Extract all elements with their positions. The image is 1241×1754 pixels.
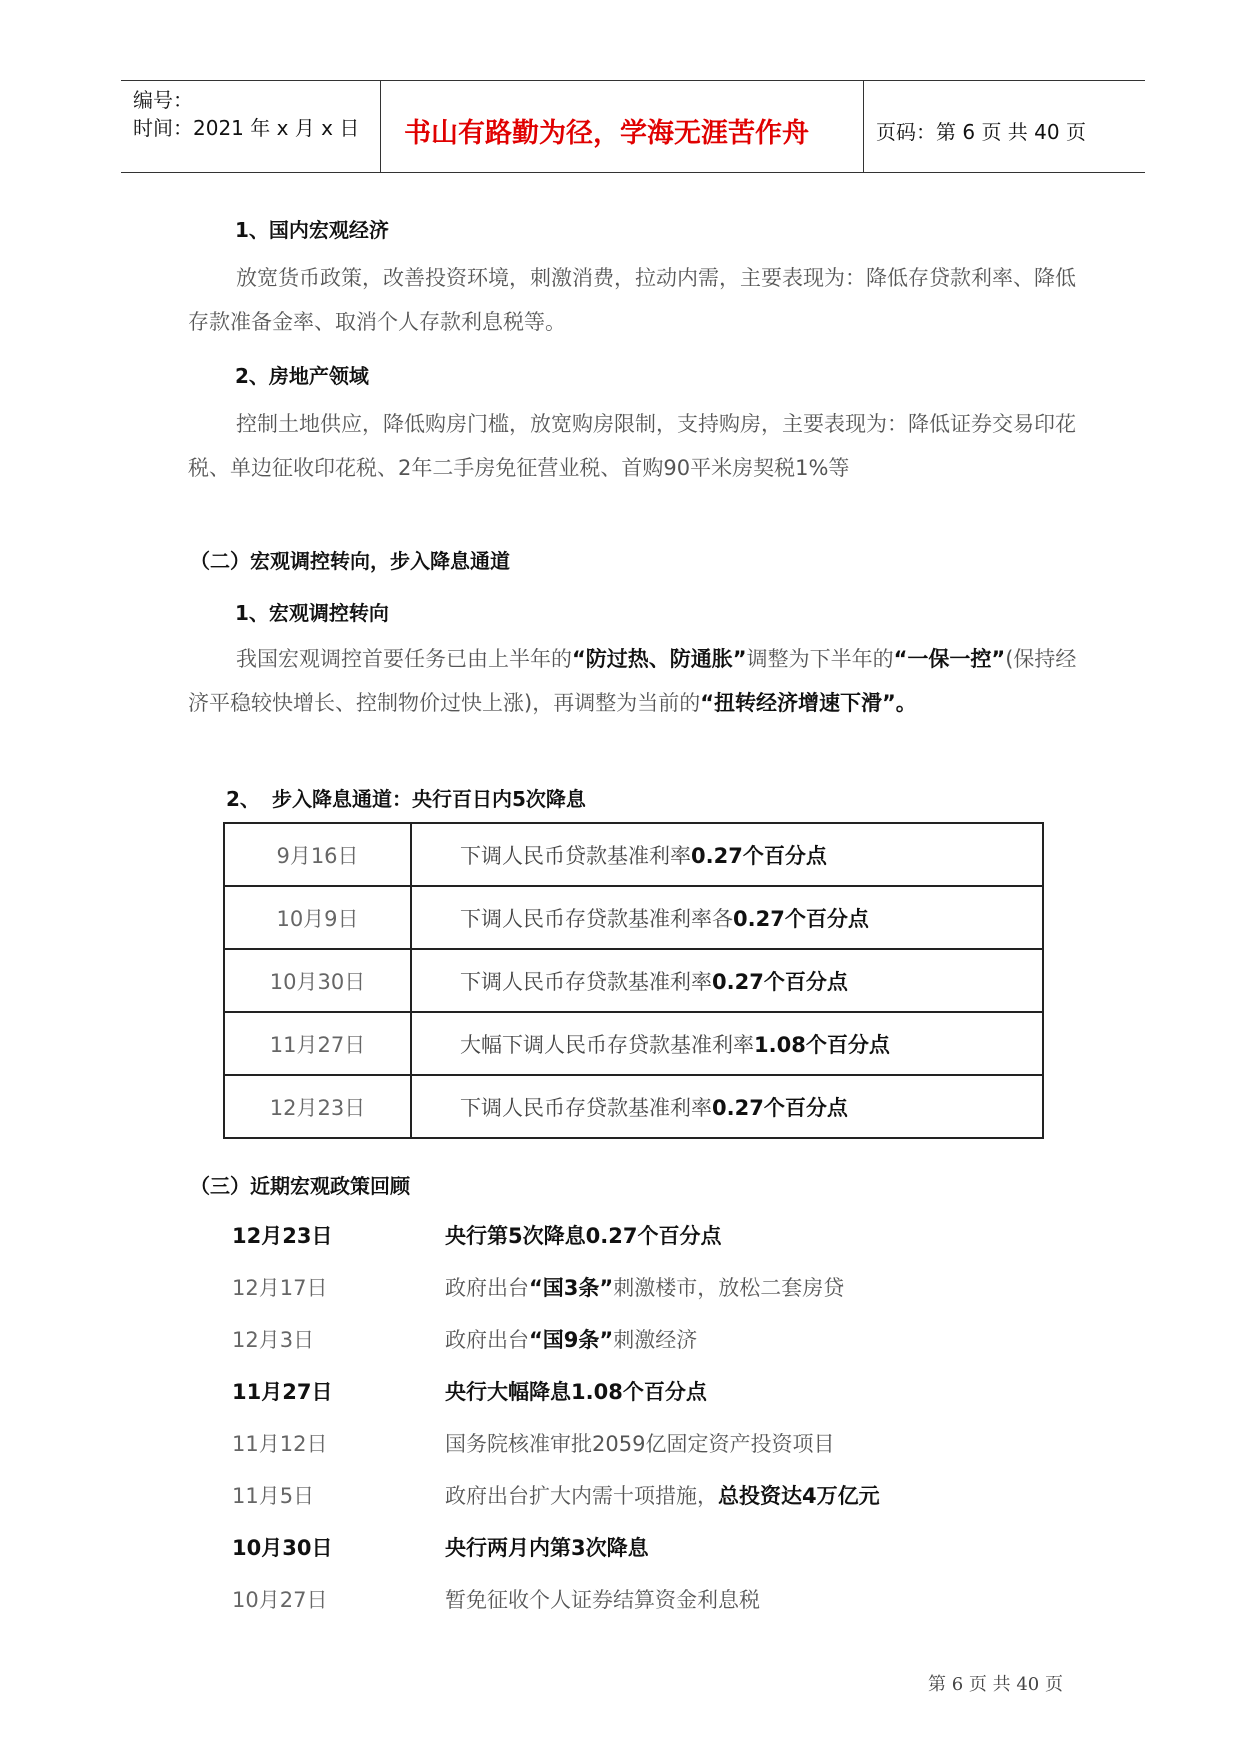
rate-date-cell: 10月9日: [224, 886, 411, 949]
time-label: 时间：2021 年 x 月 x 日: [133, 116, 360, 140]
review-text: 央行: [445, 1380, 487, 1404]
review-text: 刺激经济: [613, 1328, 698, 1352]
paragraph-text: (保持经济平稳较快增长、控制物价过快上涨)，再调整为当前的: [188, 647, 1077, 715]
rate-cut-table: [223, 822, 1044, 1139]
heading-macro-economy: 1、国内宏观经济: [235, 218, 389, 242]
header-divider: [380, 80, 381, 172]
emphasis-text: “防过热、防通胀”: [572, 647, 747, 671]
page-footer: 第 6 页 共 40 页: [928, 1674, 1063, 1695]
section-title-2: （二）宏观调控转向，步入降息通道: [190, 549, 510, 573]
heading-control-shift: 1、宏观调控转向: [235, 601, 389, 625]
review-date: 12月3日: [232, 1328, 315, 1352]
header-divider: [863, 80, 864, 172]
rate-amount: 0.27个百分点: [733, 906, 869, 931]
review-item: [445, 1532, 649, 1562]
review-item: [445, 1376, 707, 1406]
review-emphasis: 大幅降息: [487, 1380, 571, 1404]
review-item: [445, 1584, 760, 1614]
paragraph-text: 我国宏观调控首要任务已由上半年的: [236, 647, 572, 671]
table-row: [224, 1012, 1043, 1075]
review-text: 央行: [445, 1224, 487, 1248]
table-row: [224, 1075, 1043, 1138]
review-text: 政府出台: [445, 1276, 529, 1300]
table-row: [224, 949, 1043, 1012]
review-emphasis: 第5次降息: [487, 1224, 586, 1248]
review-emphasis: 1.08个百分点: [571, 1380, 707, 1404]
paragraph-text: 调整为下半年的: [746, 647, 894, 671]
table-row: [224, 886, 1043, 949]
emphasis-text: “扭转经济增速下滑”。: [700, 691, 917, 715]
rate-desc-cell: [411, 1012, 1043, 1075]
review-date: 11月5日: [232, 1484, 315, 1508]
rate-desc-text: 下调人民币存贷款基准利率: [460, 1095, 712, 1120]
heading-real-estate: 2、房地产领域: [235, 364, 369, 388]
rate-amount: 0.27个百分点: [691, 843, 827, 868]
review-date: 11月27日: [232, 1380, 333, 1404]
rate-date-cell: 9月16日: [224, 823, 411, 886]
rate-date-cell: 11月27日: [224, 1012, 411, 1075]
rate-amount: 1.08个百分点: [754, 1032, 890, 1057]
review-item: [445, 1480, 880, 1510]
paragraph-text: 放宽货币政策，改善投资环境，刺激消费，拉动内需，主要表现为：降低存贷款利率、降低存款准备金率、取消个人存款利息税等。: [188, 266, 1076, 334]
review-emphasis: 第3次降息: [550, 1536, 649, 1560]
rate-desc-text: 下调人民币存贷款基准利率各: [460, 906, 733, 931]
paragraph-real-estate: [188, 402, 1078, 490]
review-emphasis: “国9条”: [529, 1328, 614, 1352]
paragraph-text: 控制土地供应，降低购房门槛，放宽购房限制，支持购房，主要表现为：降低证券交易印花税、单边征收印花税、2年二手房免征营业税、首购90平米房契税1%等: [188, 412, 1076, 480]
page-info: 页码：第 6 页 共 40 页: [876, 120, 1086, 144]
review-date: 11月12日: [232, 1432, 328, 1456]
table-row: [224, 823, 1043, 886]
review-emphasis: 总投资达4万亿元: [718, 1484, 880, 1508]
rate-date-cell: 12月23日: [224, 1075, 411, 1138]
review-item: [445, 1272, 844, 1302]
heading-rate-cut-number: 2、: [226, 787, 260, 811]
review-text: 国务院核准审批2059亿固定资产投资项目: [445, 1432, 835, 1456]
rate-desc-text: 大幅下调人民币存贷款基准利率: [460, 1032, 754, 1057]
review-date: 12月23日: [232, 1224, 333, 1248]
rate-amount: 0.27个百分点: [712, 1095, 848, 1120]
rate-desc-cell: [411, 823, 1043, 886]
rate-desc-text: 下调人民币存贷款基准利率: [460, 969, 712, 994]
review-date: 10月27日: [232, 1588, 328, 1612]
header-motto: 书山有路勤为径，学海无涯苦作舟: [404, 118, 809, 149]
section-title-3: （三）近期宏观政策回顾: [190, 1174, 410, 1198]
review-date: 10月30日: [232, 1536, 333, 1560]
header-bottom-rule: [121, 172, 1145, 173]
rate-desc-cell: [411, 886, 1043, 949]
review-text: 刺激楼市，放松二套房贷: [613, 1276, 845, 1300]
rate-amount: 0.27个百分点: [712, 969, 848, 994]
paragraph-control-shift: [188, 637, 1078, 725]
review-text: 政府出台: [445, 1328, 529, 1352]
heading-rate-cut: 步入降息通道：央行百日内5次降息: [272, 787, 586, 811]
review-item: [445, 1220, 721, 1250]
rate-desc-text: 下调人民币贷款基准利率: [460, 843, 691, 868]
review-item: [445, 1428, 834, 1458]
paragraph-macro-economy: [188, 256, 1078, 344]
header-top-rule: [121, 80, 1145, 81]
rate-date-cell: 10月30日: [224, 949, 411, 1012]
review-text: 央行两月内: [445, 1536, 550, 1560]
serial-label: 编号：: [133, 88, 193, 112]
emphasis-text: “一保一控”: [893, 647, 1006, 671]
review-text: 政府出台扩大内需十项措施，: [445, 1484, 718, 1508]
rate-desc-cell: [411, 949, 1043, 1012]
review-item: [445, 1324, 697, 1354]
review-emphasis: 0.27个百分点: [585, 1224, 722, 1248]
review-date: 12月17日: [232, 1276, 328, 1300]
rate-desc-cell: [411, 1075, 1043, 1138]
review-emphasis: “国3条”: [529, 1276, 614, 1300]
review-text: 暂免征收个人证券结算资金利息税: [445, 1588, 760, 1612]
